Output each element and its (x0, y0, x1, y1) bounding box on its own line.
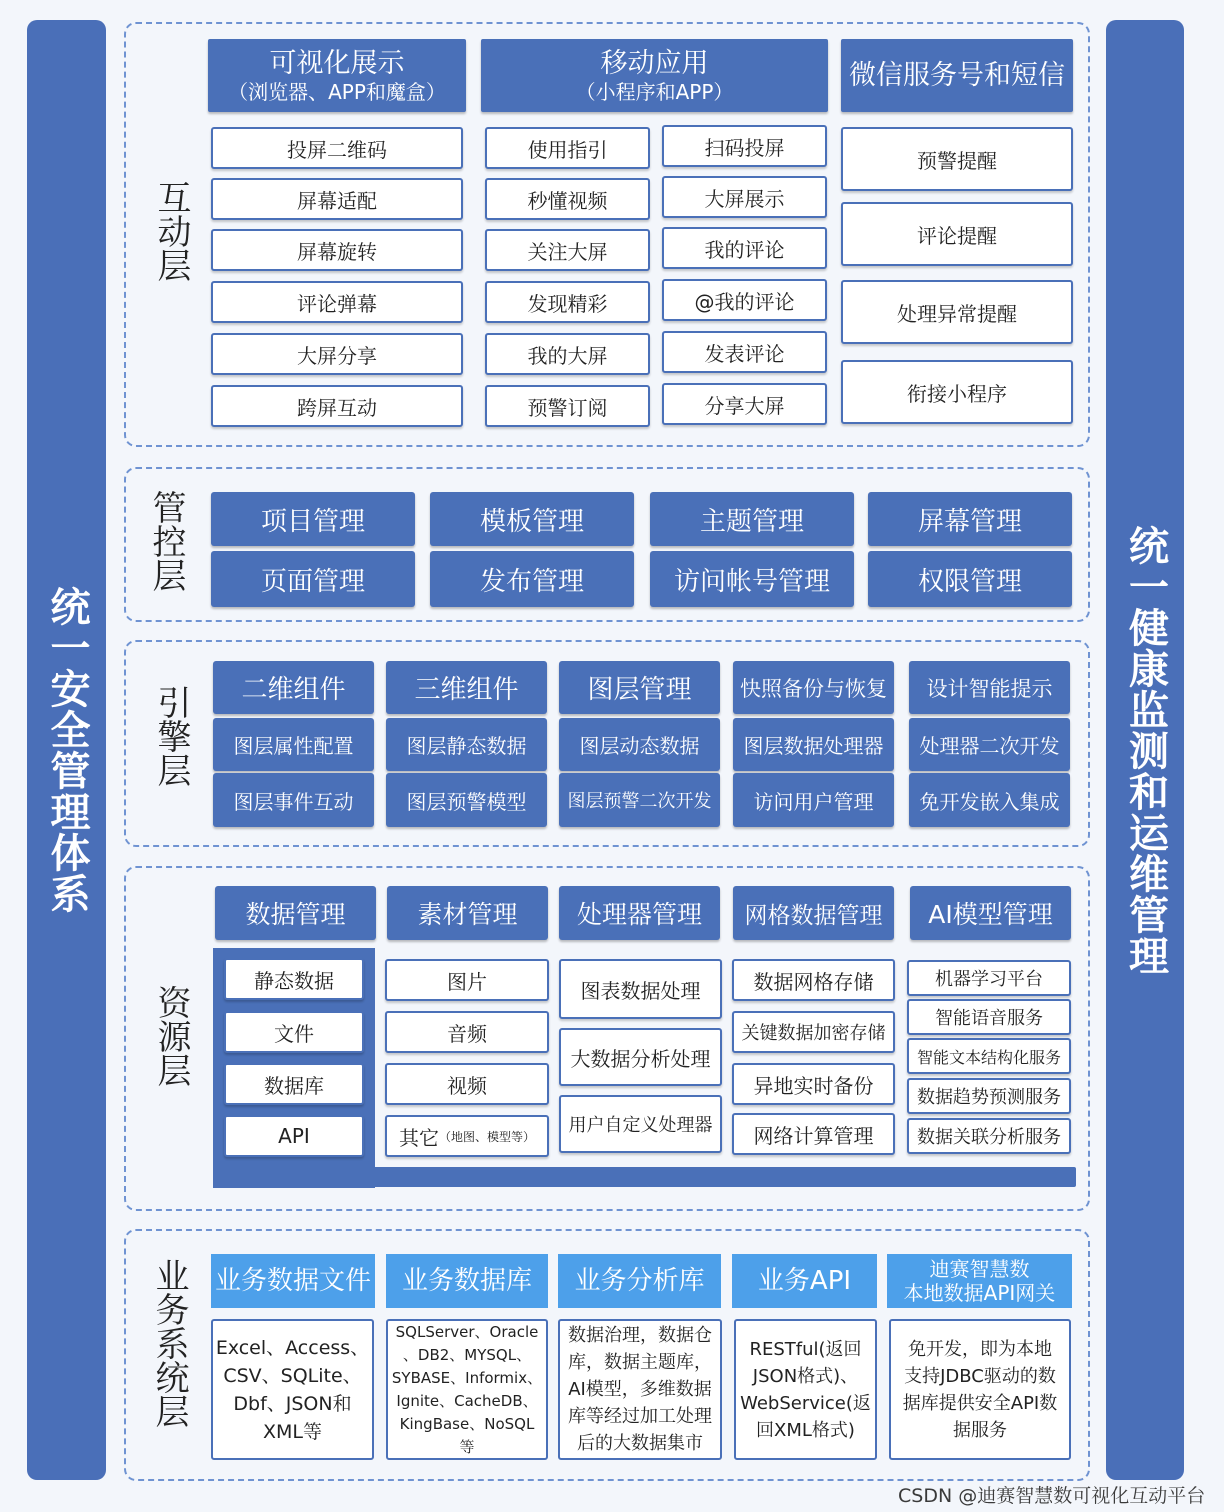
interaction-item: 我的评论 (662, 227, 827, 269)
resource-item: 数据网格存储 (732, 959, 895, 1001)
resource-item: API (224, 1115, 364, 1157)
resource-item: 图片 (385, 959, 549, 1001)
resource-item: 用户自定义处理器 (559, 1095, 722, 1153)
resource-item: 数据库 (224, 1063, 364, 1105)
engine-header: 二维组件 (213, 661, 374, 714)
control-item: 屏幕管理 (868, 492, 1072, 546)
interaction-item: 衔接小程序 (841, 360, 1073, 424)
engine-item: 图层事件互动 (213, 773, 374, 827)
resource-layer-title: 资源层 (151, 985, 191, 1087)
control-item: 模板管理 (430, 492, 634, 546)
engine-item: 图层预警模型 (386, 773, 547, 827)
left-security-bar: 统一安全管理体系 (27, 20, 106, 1480)
interaction-item: 跨屏互动 (211, 385, 463, 427)
resource-item: 数据关联分析服务 (907, 1118, 1071, 1154)
interaction-layer-title: 互动层 (151, 180, 191, 282)
wechat-sms-header: 微信服务号和短信 (841, 39, 1073, 112)
engine-item: 图层属性配置 (213, 718, 374, 771)
resource-header: AI模型管理 (910, 886, 1071, 940)
engine-header: 设计智能提示 (909, 661, 1070, 714)
interaction-item: 评论提醒 (841, 202, 1073, 266)
business-description: 数据治理，数据仓 库，数据主题库， AI模型，多维数据 库等经过加工处理 后的大数据集市 (558, 1319, 722, 1460)
interaction-item: @我的评论 (662, 279, 827, 321)
other-label: 其它 (398, 1125, 439, 1150)
engine-item: 图层数据处理器 (733, 718, 894, 771)
control-item: 发布管理 (430, 551, 634, 607)
resource-bottom-bar (213, 1167, 1076, 1187)
resource-item: 网络计算管理 (732, 1113, 895, 1155)
interaction-item: 关注大屏 (485, 229, 650, 271)
resource-item: 大数据分析处理 (559, 1028, 722, 1086)
business-description: 免开发，即为本地 支持JDBC驱动的数 据库提供安全API数 据服务 (889, 1319, 1071, 1460)
interaction-item: 屏幕旋转 (211, 229, 463, 271)
resource-item: 音频 (385, 1011, 549, 1053)
resource-item: 数据趋势预测服务 (907, 1078, 1071, 1114)
engine-item: 免开发嵌入集成 (909, 773, 1070, 827)
csdn-watermark: CSDN @迪赛智慧数可视化互动平台 (898, 1485, 1206, 1507)
control-item: 权限管理 (868, 551, 1072, 607)
business-description: SQLServer、Oracle 、DB2、MYSQL、 SYBASE、Informix、 Ignite、CacheDB、 KingBase、NoSQL 等 (386, 1319, 548, 1460)
business-description: Excel、Access、 CSV、SQLite、 Dbf、JSON和 XML等 (211, 1319, 374, 1460)
resource-item: 异地实时备份 (732, 1063, 895, 1105)
business-header: 业务分析库 (558, 1254, 721, 1308)
resource-item: 文件 (224, 1011, 364, 1053)
engine-header: 三维组件 (386, 661, 547, 714)
business-header: 业务数据库 (386, 1254, 548, 1308)
control-layer-title: 管控层 (146, 490, 186, 592)
interaction-item: 评论弹幕 (211, 281, 463, 323)
resource-item: 关键数据加密存储 (732, 1011, 895, 1053)
resource-item-other (385, 1115, 549, 1157)
engine-item: 图层静态数据 (386, 718, 547, 771)
interaction-item: 使用指引 (485, 127, 650, 169)
engine-item: 图层预警二次开发 (559, 773, 720, 827)
other-sublabel: （地图、模型等） (438, 1129, 535, 1144)
engine-header: 图层管理 (559, 661, 720, 714)
interaction-item: 大屏展示 (662, 176, 827, 218)
mobile-app-header: 移动应用 （小程序和APP） (481, 39, 828, 112)
control-item: 访问帐号管理 (650, 551, 854, 607)
engine-item: 图层动态数据 (559, 718, 720, 771)
interaction-item: 扫码投屏 (662, 125, 827, 167)
engine-header: 快照备份与恢复 (733, 661, 894, 714)
business-layer-title: 业务系统层 (149, 1258, 189, 1428)
business-header: 业务数据文件 (211, 1254, 375, 1308)
resource-item: 智能文本结构化服务 (907, 1038, 1071, 1074)
resource-header: 处理器管理 (559, 886, 720, 940)
interaction-item: 屏幕适配 (211, 178, 463, 220)
right-monitoring-bar: 统一健康监测和运维管理 (1106, 20, 1184, 1480)
engine-item: 访问用户管理 (733, 773, 894, 827)
business-description: RESTful(返回 JSON格式)、 WebService(返 回XML格式) (734, 1319, 877, 1460)
resource-item: 机器学习平台 (907, 960, 1071, 996)
interaction-item: 分享大屏 (662, 383, 827, 425)
business-header: 业务API (732, 1254, 877, 1308)
resource-header: 素材管理 (387, 886, 548, 940)
engine-layer-title: 引擎层 (151, 685, 191, 787)
resource-item: 智能语音服务 (907, 999, 1071, 1035)
engine-item: 处理器二次开发 (909, 718, 1070, 771)
interaction-item: 预警订阅 (485, 385, 650, 427)
resource-item: 图表数据处理 (559, 959, 722, 1019)
resource-header: 网格数据管理 (733, 886, 894, 940)
control-item: 项目管理 (211, 492, 415, 546)
resource-item: 视频 (385, 1063, 549, 1105)
visual-display-header: 可视化展示 （浏览器、APP和魔盒） (208, 39, 466, 112)
resource-item: 静态数据 (224, 958, 364, 1000)
interaction-item: 投屏二维码 (211, 127, 463, 169)
interaction-item: 预警提醒 (841, 127, 1073, 191)
interaction-item: 发现精彩 (485, 281, 650, 323)
business-header: 迪赛智慧数 本地数据API网关 (887, 1254, 1072, 1308)
interaction-item: 我的大屏 (485, 333, 650, 375)
interaction-item: 处理异常提醒 (841, 280, 1073, 344)
control-item: 页面管理 (211, 551, 415, 607)
interaction-item: 大屏分享 (211, 333, 463, 375)
control-item: 主题管理 (650, 492, 854, 546)
resource-header: 数据管理 (215, 886, 376, 940)
interaction-item: 发表评论 (662, 331, 827, 373)
interaction-item: 秒懂视频 (485, 178, 650, 220)
